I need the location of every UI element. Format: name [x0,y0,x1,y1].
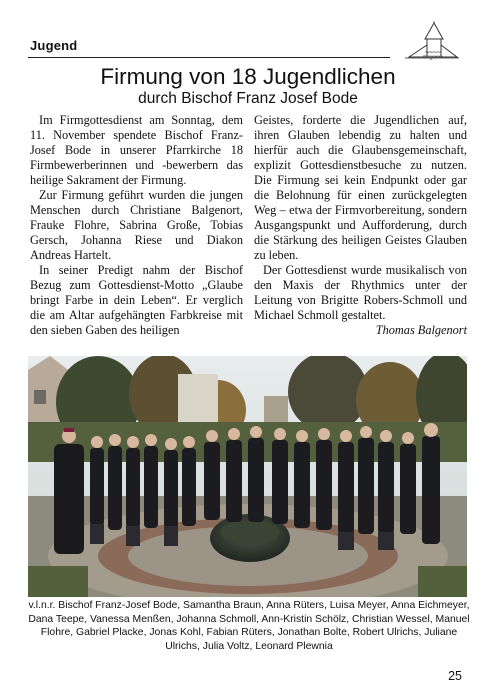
group-photo [28,356,467,597]
photo-caption: v.l.n.r. Bischof Franz-Josef Bode, Samantha Braun, Anna Rüters, Luisa Meyer, Anna Eichmeyer, Dana Teepe, Vanessa Menßen, Johanna Schmoll, Ann-Kristin Schölz, Christian Wessel, Manuel Flohre, Gabriel Placke, Jonas Kohl, Fabian Rüters, Jonathan Bolte, Robert Ulrichs, Juliane Ulrichs, Julia Voltz, Leonard Plewnia [28,600,470,652]
article-title: Firmung von 18 Jugendlichen [100,64,396,89]
paragraph: Der Gottesdienst wurde musikalisch von den Maxis der Rhythmics unter der Leitung von Brigitte Robers-Schmoll und Michael Schmoll gestaltet. [254,263,467,322]
paragraph: Im Firmgottesdienst am Sonntag, dem 11. November spendete Bischof Franz-Josef Bode in unserer Pfarrkirche 18 Firmbewerberinnen und -bewerbern das heilige Sakrament der Firmung. [30,113,243,187]
paragraph: In seiner Predigt nahm der Bischof Bezug zum Gottesdienst-Motto „Glaube bringt Farbe in dein Leben“. Er verglich die am Altar aufgehängten Farbkreise mit den sieben Gaben des heiligen [30,263,243,337]
paragraph: Geistes, forderte die Jugendlichen auf, ihren Glauben lebendig zu halten und hierfür auch die Glaubensgemeinschaft, explizit Gottesdienstbesuche zu nutzen. Die Firmung sei kein Endpunkt oder gar die Belohnung für einen zurückgelegten Weg – etwa der Firmvorbereitung, sondern Ausgangspunkt und Aufforderung, durch die Stärkung des heiligen Geistes Glauben zu leben. [254,113,467,262]
article-subtitle: durch Bischof Franz Josef Bode [138,90,358,107]
article-column-left [30,113,243,338]
logo-text: Katholische Pfarrgemeinde St. ... [423,50,443,62]
paragraph: Zur Firmung geführt wurden die jungen Menschen durch Christiane Balgenort, Frauke Flohre, Sabrina Große, Tobias Gersch, Johanna Riese und Diakon Andreas Hartelt. [30,188,243,262]
section-label: Jugend [30,38,78,53]
header-rule [28,57,390,58]
page-number: 25 [448,669,462,683]
author-signature: Thomas Balgenort [375,323,467,337]
article-column-right [254,113,467,338]
